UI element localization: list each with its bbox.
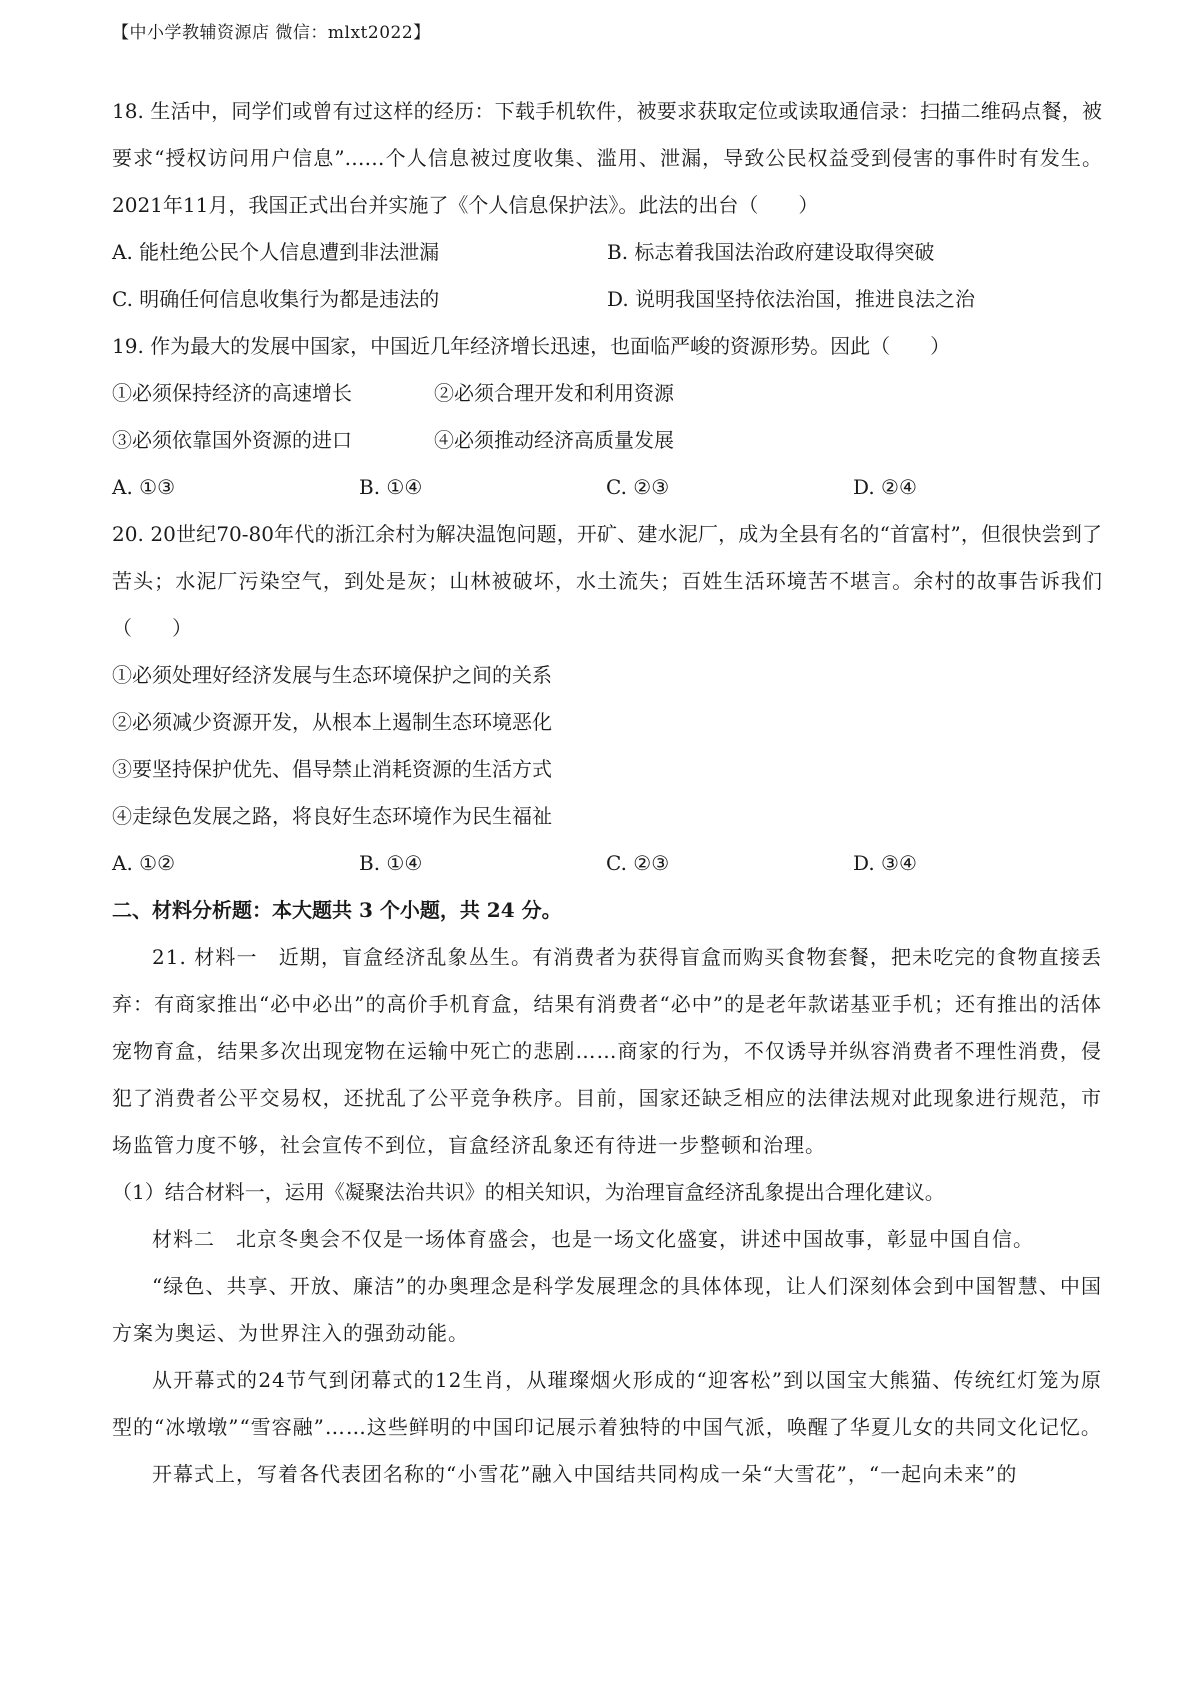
question-18-options [112, 229, 1102, 323]
material-2-paragraph-4: 开幕式上，写着各代表团名称的“小雪花”融入中国结共同构成一朵“大雪花”，“一起向未来”的 [152, 1462, 1018, 1486]
question-18-option-d: D. 说明我国坚持依法治国，推进良法之治 [607, 287, 976, 311]
question-19-statement-2: ②必须合理开发和利用资源 [434, 381, 674, 405]
question-19 [112, 323, 1102, 511]
question-19-option-a: A. ①③ [112, 475, 176, 499]
question-20-options [112, 840, 1102, 887]
material-2-paragraph-2: “绿色、共享、开放、廉洁”的办奥理念是科学发展理念的具体体现，让人们深刻体会到中国智慧、中国方案为奥运、为世界注入的强劲动能。 [112, 1274, 1102, 1345]
question-18 [112, 88, 1102, 323]
section-2-heading: 二、材料分析题：本大题共 3 个小题，共 24 分。 [112, 898, 562, 922]
question-21-subquestion-1: （1）结合材料一，运用《凝聚法治共识》的相关知识，为治理盲盒经济乱象提出合理化建议。 [112, 1180, 945, 1204]
question-19-stem: 19. 作为最大的发展中国家，中国近几年经济增长迅速，也面临严峻的资源形势。因此（ ） [112, 334, 951, 358]
question-20-option-b: B. ①④ [359, 851, 423, 875]
question-19-options [112, 464, 1102, 511]
question-19-option-b: B. ①④ [359, 475, 423, 499]
question-20-statement-2: ②必须减少资源开发，从根本上遏制生态环境恶化 [112, 710, 552, 734]
question-18-option-a: A. 能杜绝公民个人信息遭到非法泄漏 [112, 240, 440, 264]
question-20-statement-4: ④走绿色发展之路，将良好生态环境作为民生福祉 [112, 804, 552, 828]
material-2-paragraph-1: 材料二 北京冬奥会不仅是一场体育盛会，也是一场文化盛宴，讲述中国故事，彰显中国自信。 [152, 1227, 1034, 1251]
section-2 [112, 887, 1102, 1498]
question-18-option-c: C. 明确任何信息收集行为都是违法的 [112, 287, 440, 311]
question-20-option-a: A. ①② [112, 851, 176, 875]
question-20 [112, 511, 1102, 887]
question-19-statements [112, 370, 1102, 464]
question-20-option-d: D. ③④ [853, 851, 917, 875]
question-19-statement-3: ③必须依靠国外资源的进口 [112, 428, 352, 452]
question-19-option-d: D. ②④ [853, 475, 917, 499]
question-20-statement-1: ①必须处理好经济发展与生态环境保护之间的关系 [112, 663, 552, 687]
question-19-statement-1: ①必须保持经济的高速增长 [112, 381, 352, 405]
question-20-statement-3: ③要坚持保护优先、倡导禁止消耗资源的生活方式 [112, 757, 552, 781]
material-2-paragraph-3: 从开幕式的24节气到闭幕式的12生肖，从璀璨烟火形成的“迎客松”到以国宝大熊猫、传统红灯笼为原型的“冰墩墩”“雪容融”……这些鲜明的中国印记展示着独特的中国气派，唤醒了华夏儿女的共同文化记忆。 [112, 1368, 1102, 1439]
question-20-stem: 20. 20世纪70-80年代的浙江余村为解决温饱问题，开矿、建水泥厂，成为全县有名的“首富村”，但很快尝到了苦头；水泥厂污染空气，到处是灰；山林被破坏，水土流失；百姓生活环境苦不堪言。余村的故事告诉我们（ ） [112, 522, 1102, 640]
question-20-option-c: C. ②③ [606, 851, 670, 875]
question-19-statement-4: ④必须推动经济高质量发展 [434, 428, 674, 452]
question-18-option-b: B. 标志着我国法治政府建设取得突破 [607, 240, 935, 264]
question-18-stem: 18. 生活中，同学们或曾有过这样的经历：下载手机软件，被要求获取定位或读取通信录：扫描二维码点餐，被要求“授权访问用户信息”……个人信息被过度收集、滥用、泄漏，导致公民权益受到侵害的事件时有发生。2021年11月，我国正式出台并实施了《个人信息保护法》。此法的出台（ ） [112, 99, 1102, 217]
question-21-material-1: 21. 材料一 近期，盲盒经济乱象丛生。有消费者为获得盲盒而购买食物套餐，把未吃完的食物直接丢弃：有商家推出“必中必出”的高价手机育盒，结果有消费者“必中”的是老年款诺基亚手机；还有推出的活体宠物育盒，结果多次出现宠物在运输中死亡的悲剧……商家的行为，不仅诱导并纵容消费者不理性消费，侵犯了消费者公平交易权，还扰乱了公平竞争秩序。目前，国家还缺乏相应的法律法规对此现象进行规范，市场监管力度不够，社会宣传不到位，盲盒经济乱象还有待进一步整顿和治理。 [112, 945, 1102, 1157]
exam-page-content [112, 88, 1102, 1498]
watermark-header: 【中小学教辅资源店 微信：mlxt2022】 [112, 23, 431, 43]
question-19-option-c: C. ②③ [606, 475, 670, 499]
